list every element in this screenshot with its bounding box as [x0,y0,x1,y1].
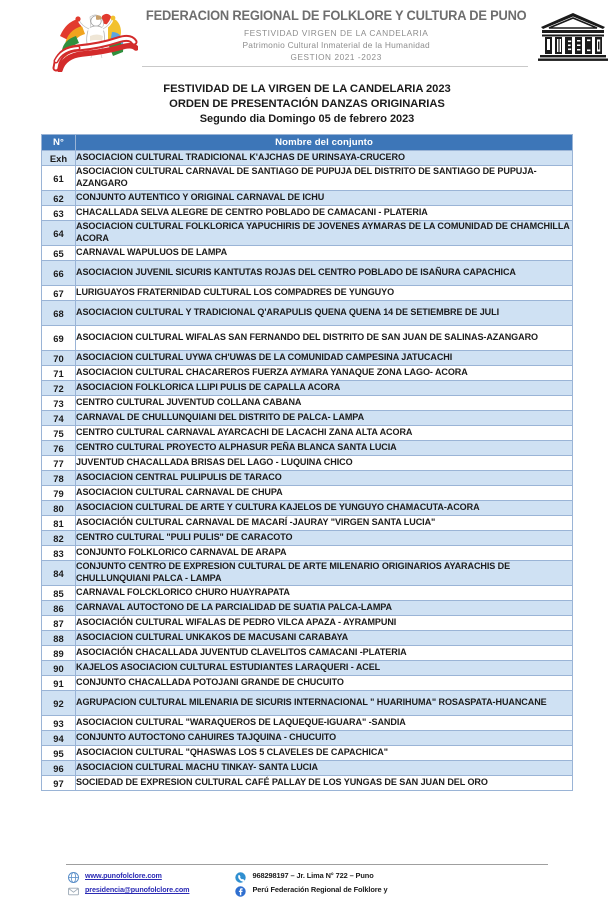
globe-icon [68,870,79,881]
row-group-name-cell: ASOCIACION CULTURAL FOLKLORICA YAPUCHIRIS DE JOVENES AYMARAS DE LA COMUNIDAD DE CHAMCHILLA ACORA [76,221,573,246]
table-head [42,135,573,151]
table-row [42,381,573,396]
row-number-cell: 64 [42,221,76,246]
row-group-name-cell: CENTRO CULTURAL CARNAVAL AYARCACHI DE LACACHI ZANA ALTA ACORA [76,426,573,441]
row-group-name-cell: CARNAVAL DE CHULLUNQUIANI DEL DISTRITO DE PALCA- LAMPA [76,411,573,426]
program-table [41,134,573,791]
footer [0,864,614,895]
column-header-group-name: Nombre del conjunto [76,135,573,151]
row-group-name-cell: CONJUNTO CENTRO DE EXPRESION CULTURAL DE ARTE MILENARIO ORIGINARIOS AYARACHIS DE CHULLUNQUIANI PALCA - LAMPA [76,561,573,586]
row-group-name-cell: CONJUNTO AUTOCTONO CAHUIRES TAJQUINA - CHUCUITO [76,731,573,746]
table-row [42,456,573,471]
table-row [42,221,573,246]
row-group-name-cell: CHACALLADA SELVA ALEGRE DE CENTRO POBLADO DE CAMACANI - PLATERIA [76,206,573,221]
row-group-name-cell: ASOCIACION JUVENIL SICURIS KANTUTAS ROJAS DEL CENTRO POBLADO DE ISAÑURA CAPACHICA [76,261,573,286]
page-date-line: Segundo dia Domingo 05 de febrero 2023 [199,113,415,125]
masthead-text-block [138,6,534,67]
row-group-name-cell: ASOCIACION CENTRAL PULIPULIS DE TARACO [76,471,573,486]
row-number-cell: 84 [42,561,76,586]
row-number-cell: 74 [42,411,76,426]
organization-title: FEDERACION REGIONAL DE FOLKLORE Y CULTURA DE PUNO [145,8,527,23]
row-number-cell: 97 [42,776,76,791]
table-row [42,716,573,731]
row-group-name-cell: ASOCIACION FOLKLORICA LLIPI PULIS DE CAPALLA ACORA [76,381,573,396]
row-number-cell: 80 [42,501,76,516]
table-row [42,746,573,761]
row-group-name-cell: ASOCIACIÓN CULTURAL WIFALAS DE PEDRO VILCA APAZA - AYRAMPUNI [76,616,573,631]
row-group-name-cell: ASOCIACION CULTURAL Y TRADICIONAL Q'ARAPULIS QUENA QUENA 14 DE SETIEMBRE DE JULI [76,301,573,326]
row-number-cell: 90 [42,661,76,676]
row-group-name-cell: JUVENTUD CHACALLADA BRISAS DEL LAGO - LUQUINA CHICO [76,456,573,471]
table-row [42,286,573,301]
row-group-name-cell: ASOCIACION CULTURAL MACHU TINKAY- SANTA LUCIA [76,761,573,776]
unesco-logo [534,6,612,66]
row-group-name-cell: CARNAVAL WAPULUOS DE LAMPA [76,246,573,261]
row-number-cell: 66 [42,261,76,286]
table-row [42,486,573,501]
row-number-cell: 87 [42,616,76,631]
row-number-cell: 68 [42,301,76,326]
row-number-cell: 83 [42,546,76,561]
table-header-row [42,135,573,151]
row-number-cell: 69 [42,326,76,351]
row-group-name-cell: ASOCIACION CULTURAL "QHASWAS LOS 5 CLAVELES DE CAPACHICA" [76,746,573,761]
row-number-cell: 77 [42,456,76,471]
table-row [42,411,573,426]
footer-phone-row [235,870,387,881]
row-number-cell: 96 [42,761,76,776]
page-title: FESTIVIDAD DE LA VIRGEN DE LA CANDELARIA 2023 [163,83,451,95]
table-row [42,776,573,791]
table-row [42,586,573,601]
row-number-cell: 72 [42,381,76,396]
table-row [42,351,573,366]
footer-website-row[interactable] [68,870,189,881]
table-row [42,166,573,191]
row-number-cell: Exh [42,151,76,166]
row-group-name-cell: ASOCIACION CULTURAL "WARAQUEROS DE LAQUEQUE-IGUARA" -SANDIA [76,716,573,731]
masthead-subtitle-term: GESTION 2021 -2023 [290,53,382,62]
table-row [42,601,573,616]
table-row [42,191,573,206]
row-group-name-cell: KAJELOS ASOCIACION CULTURAL ESTUDIANTES LARAQUERI - ACEL [76,661,573,676]
table-row [42,761,573,776]
row-group-name-cell: ASOCIACIÓN CHACALLADA JUVENTUD CLAVELITOS CAMACANI -PLATERIA [76,646,573,661]
row-group-name-cell: ASOCIACION CULTURAL CHACAREROS FUERZA AYMARA YANAQUE ZONA LAGO- ACORA [76,366,573,381]
row-number-cell: 63 [42,206,76,221]
table-row [42,261,573,286]
table-row [42,561,573,586]
row-number-cell: 78 [42,471,76,486]
footer-web-column [68,870,189,895]
table-row [42,646,573,661]
row-group-name-cell: CARNAVAL FOLCKLORICO CHURO HUAYRAPATA [76,586,573,601]
row-group-name-cell: ASOCIACION CULTURAL UNKAKOS DE MACUSANI CARABAYA [76,631,573,646]
row-group-name-cell: CARNAVAL AUTOCTONO DE LA PARCIALIDAD DE SUATIA PALCA-LAMPA [76,601,573,616]
table-row [42,246,573,261]
table-row [42,501,573,516]
row-number-cell: 89 [42,646,76,661]
row-number-cell: 62 [42,191,76,206]
row-group-name-cell: ASOCIACION CULTURAL WIFALAS SAN FERNANDO DEL DISTRITO DE SAN JUAN DE SALINAS-AZANGARO [76,326,573,351]
website-link[interactable]: www.punofolclore.com [85,871,162,880]
row-group-name-cell: ASOCIACION CULTURAL CARNAVAL DE CHUPA [76,486,573,501]
masthead-divider [142,66,528,67]
table-body [42,151,573,791]
row-number-cell: 65 [42,246,76,261]
envelope-icon [68,884,79,895]
row-number-cell: 73 [42,396,76,411]
facebook-icon [235,884,246,895]
facebook-page-text: Perú Federación Regional de Folklore y [252,885,388,894]
row-number-cell: 82 [42,531,76,546]
row-group-name-cell: CONJUNTO FOLKLORICO CARNAVAL DE ARAPA [76,546,573,561]
masthead [0,0,614,74]
row-group-name-cell: ASOCIACION CULTURAL DE ARTE Y CULTURA KAJELOS DE YUNGUYO CHAMACUTA-ACORA [76,501,573,516]
table-row [42,616,573,631]
program-table-container [41,134,573,791]
table-row [42,661,573,676]
row-number-cell: 88 [42,631,76,646]
table-row [42,471,573,486]
row-group-name-cell: ASOCIACION CULTURAL TRADICIONAL K'AJCHAS DE URINSAYA-CRUCERO [76,151,573,166]
row-number-cell: 70 [42,351,76,366]
table-row [42,396,573,411]
footer-contact-column [235,870,387,895]
row-group-name-cell: ASOCIACION CULTURAL UYWA CH'UWAS DE LA COMUNIDAD CAMPESINA JATUCACHI [76,351,573,366]
table-row [42,366,573,381]
column-header-number: N° [42,135,76,151]
table-row [42,441,573,456]
document-title-block [0,82,614,127]
table-row [42,691,573,716]
row-group-name-cell: ASOCIACIÓN CULTURAL CARNAVAL DE MACARÍ -JAURAY "VIRGEN SANTA LUCIA" [76,516,573,531]
table-row [42,206,573,221]
row-number-cell: 61 [42,166,76,191]
row-number-cell: 92 [42,691,76,716]
row-number-cell: 91 [42,676,76,691]
row-number-cell: 85 [42,586,76,601]
row-group-name-cell: ASOCIACION CULTURAL CARNAVAL DE SANTIAGO DE PUPUJA DEL DISTRITO DE SANTIAGO DE PUPUJA-AZANGARO [76,166,573,191]
row-number-cell: 71 [42,366,76,381]
table-row [42,731,573,746]
phone-icon [235,870,246,881]
row-number-cell: 95 [42,746,76,761]
table-row [42,516,573,531]
phone-address-text: 968298197 – Jr. Lima N° 722 – Puno [252,871,374,880]
email-link[interactable]: presidencia@punofolclore.com [85,885,190,894]
row-group-name-cell: CENTRO CULTURAL JUVENTUD COLLANA CABANA [76,396,573,411]
row-group-name-cell: CENTRO CULTURAL PROYECTO ALPHASUR PEÑA BLANCA SANTA LUCIA [76,441,573,456]
row-number-cell: 75 [42,426,76,441]
row-number-cell: 94 [42,731,76,746]
table-row [42,151,573,166]
row-group-name-cell: SOCIEDAD DE EXPRESION CULTURAL CAFÉ PALLAY DE LOS YUNGAS DE SAN JUAN DEL ORO [76,776,573,791]
row-group-name-cell: CENTRO CULTURAL "PULI PULIS" DE CARACOTO [76,531,573,546]
table-row [42,326,573,351]
masthead-subtitle-festivity: FESTIVIDAD VIRGEN DE LA CANDELARIA [244,28,429,38]
table-row [42,426,573,441]
table-row [42,631,573,646]
row-group-name-cell: CONJUNTO AUTENTICO Y ORIGINAL CARNAVAL DE ICHU [76,191,573,206]
table-row [42,676,573,691]
federation-folk-dancer-logo [52,6,138,72]
row-group-name-cell: CONJUNTO CHACALLADA POTOJANI GRANDE DE CHUCUITO [76,676,573,691]
row-number-cell: 86 [42,601,76,616]
footer-divider [66,864,548,865]
table-row [42,531,573,546]
page-subtitle: ORDEN DE PRESENTACIÓN DANZAS ORIGINARIAS [169,98,445,110]
row-group-name-cell: AGRUPACION CULTURAL MILENARIA DE SICURIS INTERNACIONAL " HUARIHUMA" ROSASPATA-HUANCANE [76,691,573,716]
row-number-cell: 76 [42,441,76,456]
table-row [42,546,573,561]
row-number-cell: 81 [42,516,76,531]
masthead-subtitle-heritage: Patrimonio Cultural Inmaterial de la Humanidad [242,40,430,50]
row-number-cell: 67 [42,286,76,301]
table-row [42,301,573,326]
footer-email-row[interactable] [68,884,189,895]
footer-facebook-row[interactable] [235,884,387,895]
row-number-cell: 93 [42,716,76,731]
row-number-cell: 79 [42,486,76,501]
row-group-name-cell: LURIGUAYOS FRATERNIDAD CULTURAL LOS COMPADRES DE YUNGUYO [76,286,573,301]
